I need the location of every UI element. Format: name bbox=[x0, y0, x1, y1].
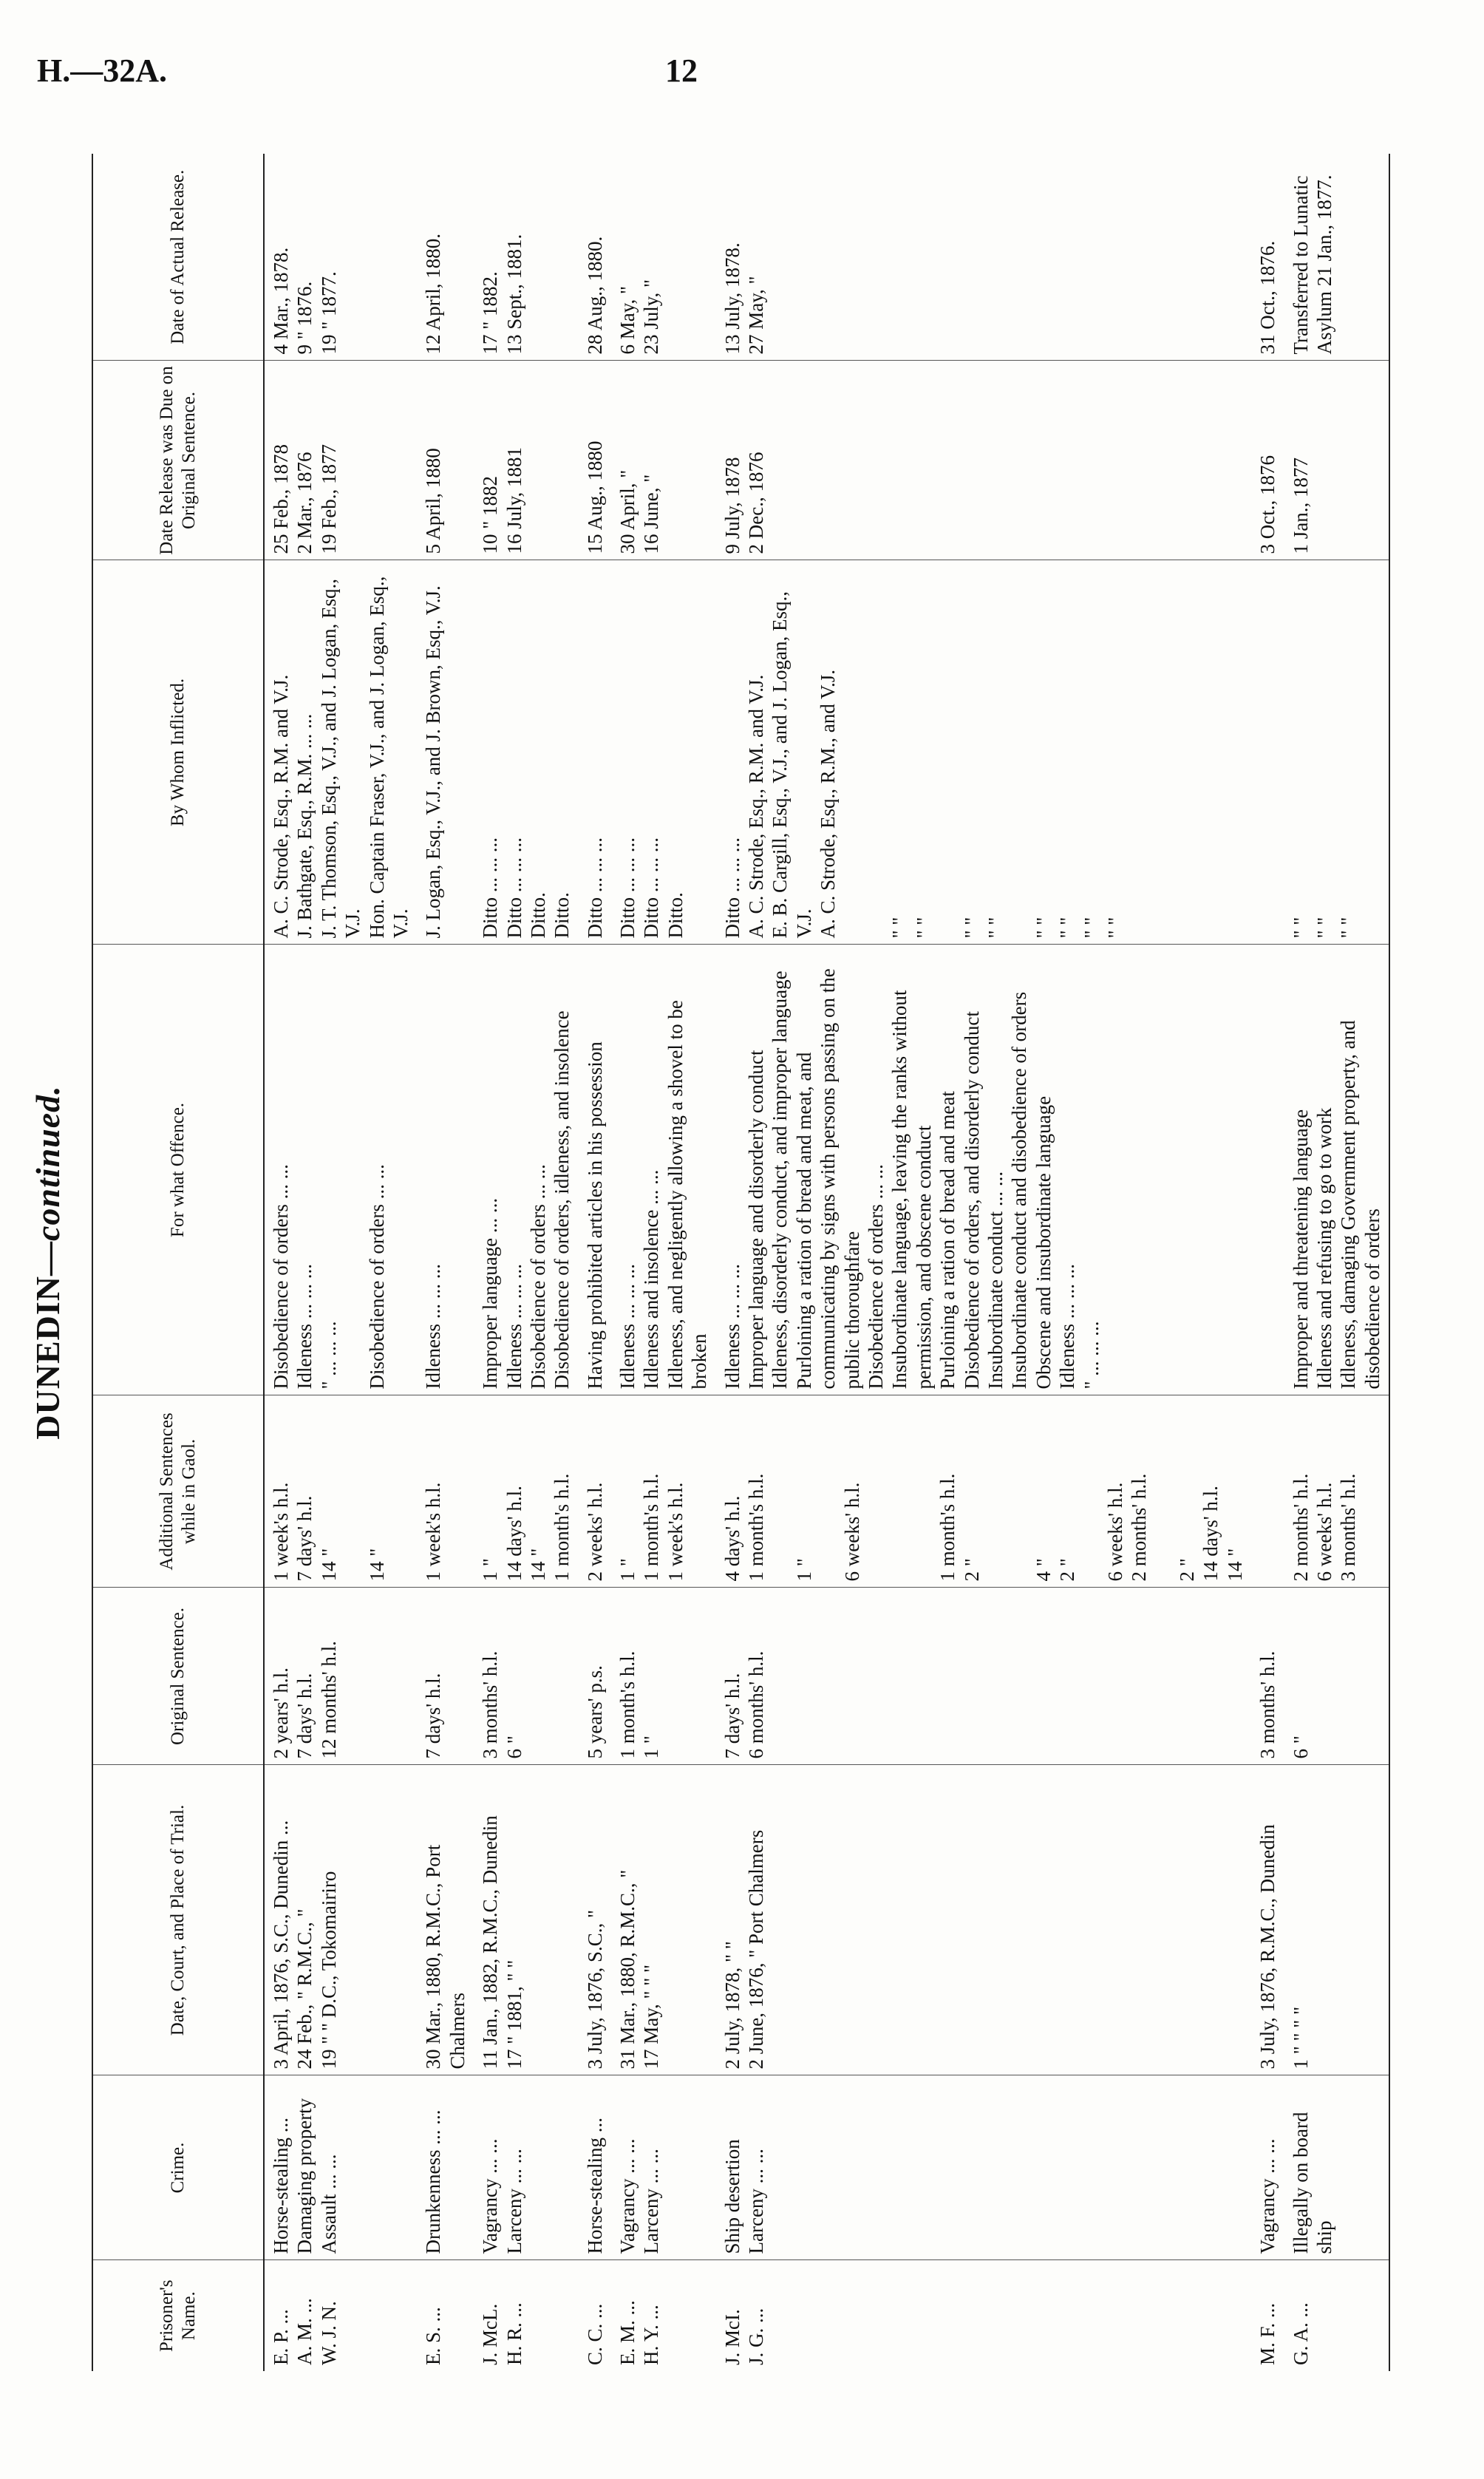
cell-actual-release: 12 April, 1880. bbox=[417, 154, 474, 361]
prisoners-table bbox=[92, 154, 1390, 2371]
cell-release-due: 9 July, 1878 2 Dec., 1876 bbox=[716, 361, 1252, 560]
cell-original-sentence: 3 months' h.l. bbox=[1251, 1588, 1284, 1765]
cell-release-due: 3 Oct., 1876 bbox=[1251, 361, 1284, 560]
cell-trial: 3 July, 1876, R.M.C., Dunedin bbox=[1251, 1765, 1284, 2075]
cell-name: E. P. ... A. M. ... W. J. N. bbox=[270, 2298, 340, 2365]
section-title bbox=[28, 154, 83, 2371]
column-header-name: Prisoner's Name. bbox=[92, 2260, 264, 2371]
table-row bbox=[1251, 154, 1284, 2371]
cell-name: J. McI. J. G. ... bbox=[721, 2308, 768, 2365]
cell-trial: 11 Jan., 1882, R.M.C., Dunedin 17 " 1881, " " bbox=[474, 1765, 579, 2075]
cell-original-sentence: 1 month's h.l. 1 " bbox=[611, 1588, 716, 1765]
section-name: DUNEDIN— bbox=[29, 1240, 67, 1440]
cell-release-due: 1 Jan., 1877 bbox=[1284, 361, 1390, 560]
cell-release-due: 10 " 1882 16 July, 1881 bbox=[474, 361, 579, 560]
page-header bbox=[37, 52, 1447, 111]
table-row bbox=[579, 154, 611, 2371]
column-header-inflicted-by: By Whom Inflicted. bbox=[92, 560, 264, 945]
cell-actual-release: 31 Oct., 1876. bbox=[1251, 154, 1284, 361]
cell-offence: Idleness ... ... ... Idleness and insolence ... ... Idleness, and negligently allowing a shovel to be broken bbox=[611, 945, 716, 1395]
cell-crime: Horse-stealing ... bbox=[579, 2075, 611, 2260]
cell-crime: Vagrancy ... ... Larceny ... ... bbox=[474, 2075, 579, 2260]
cell-crime: Drunkenness ... ... bbox=[417, 2075, 474, 2260]
cell-additional-sentences: 4 days' h.l. 1 month's h.l. 1 " 6 weeks' h.l. 1 month's h.l. 2 " 4 " 2 " 6 weeks' h.l. 2 months' h.l. 2 " 14 days' h.l. 14 " bbox=[716, 1395, 1252, 1588]
cell-actual-release: 4 Mar., 1878. 9 " 1876. 19 " 1877. bbox=[264, 154, 417, 361]
cell-inflicted-by: J. Logan, Esq., V.J., and J. Brown, Esq., V.J. bbox=[417, 560, 474, 945]
cell-trial: 1 " " " " bbox=[1284, 1765, 1390, 2075]
cell-actual-release: 17 " 1882. 13 Sept., 1881. bbox=[474, 154, 579, 361]
column-header-crime: Crime. bbox=[92, 2075, 264, 2260]
column-header-actual-release: Date of Actual Release. bbox=[92, 154, 264, 361]
cell-inflicted-by: Ditto ... ... ... Ditto ... ... ... Ditto. Ditto. bbox=[474, 560, 579, 945]
cell-name: M. F. ... bbox=[1256, 2302, 1279, 2365]
cell-offence: Having prohibited articles in his possession bbox=[579, 945, 611, 1395]
table-row bbox=[716, 154, 1252, 2371]
cell-additional-sentences: 2 weeks' h.l. bbox=[579, 1395, 611, 1588]
table-row bbox=[1284, 154, 1390, 2371]
cell-inflicted-by: Ditto ... ... ... A. C. Strode, Esq., R.M. and V.J. E. B. Cargill, Esq., V.J., and J. Logan, Esq., V.J. A. C. Strode, Esq., R.M., and V.J. " " " " " " " " " " " " " " " " bbox=[716, 560, 1252, 945]
cell-additional-sentences bbox=[1251, 1395, 1284, 1588]
rotated-table-page bbox=[28, 154, 1454, 2371]
cell-name: C. C. ... bbox=[583, 2303, 606, 2365]
cell-inflicted-by bbox=[1251, 560, 1284, 945]
cell-additional-sentences: 1 week's h.l. bbox=[417, 1395, 474, 1588]
cell-additional-sentences: 2 months' h.l. 6 weeks' h.l. 3 months' h.l. bbox=[1284, 1395, 1390, 1588]
page-number: 12 bbox=[665, 52, 698, 89]
table-row bbox=[417, 154, 474, 2371]
column-header-trial: Date, Court, and Place of Trial. bbox=[92, 1765, 264, 2075]
cell-actual-release: 13 July, 1878. 27 May, " bbox=[716, 154, 1252, 361]
cell-trial: 31 Mar., 1880, R.M.C., " 17 May, " " " bbox=[611, 1765, 716, 2075]
cell-actual-release: 6 May, " 23 July, " bbox=[611, 154, 716, 361]
cell-crime: Horse-stealing ... Damaging property Assault ... ... bbox=[264, 2075, 417, 2260]
section-continued: continued. bbox=[29, 1085, 67, 1241]
table-header-row bbox=[92, 154, 264, 2371]
cell-additional-sentences: 1 " 14 days' h.l. 14 " 1 month's h.l. bbox=[474, 1395, 579, 1588]
cell-original-sentence: 5 years' p.s. bbox=[579, 1588, 611, 1765]
cell-offence: Improper and threatening language Idleness and refusing to go to work Idleness, damaging Government property, and disobedience of orders bbox=[1284, 945, 1390, 1395]
cell-release-due: 15 Aug., 1880 bbox=[579, 361, 611, 560]
cell-name: E. M. ... H. Y. ... bbox=[616, 2300, 663, 2365]
cell-inflicted-by: Ditto ... ... ... Ditto ... ... ... Ditto. bbox=[611, 560, 716, 945]
cell-original-sentence: 3 months' h.l. 6 " bbox=[474, 1588, 579, 1765]
cell-original-sentence: 2 years' h.l. 7 days' h.l. 12 months' h.l. bbox=[264, 1588, 417, 1765]
column-header-additional-sentences: Additional Sentences while in Gaol. bbox=[92, 1395, 264, 1588]
cell-trial: 3 July, 1876, S.C., " bbox=[579, 1765, 611, 2075]
cell-offence: Idleness ... ... ... Improper language and disorderly conduct Idleness, disorderly conduct, and improper language Purloining a ration of bread and meat, and communicating by signs with persons passing on the public thoroughfare Disobedience of orders ... ... Insubordinate language, leaving the ranks without permission, and obscene conduct Purloining a ration of bread and meat Disobedience of orders, and disorderly conduct Insubordinate conduct ... ... Insubordinate conduct and disobedience of orders Obscene and insubordinate language Idleness ... ... ... " ... ... ... bbox=[716, 945, 1252, 1395]
cell-additional-sentences: 1 " 1 month's h.l. 1 week's h.l. bbox=[611, 1395, 716, 1588]
cell-release-due: 30 April, " 16 June, " bbox=[611, 361, 716, 560]
table-row bbox=[264, 154, 417, 2371]
cell-offence: Improper language ... ... Idleness ... ... ... Disobedience of orders ... ... Disobedience of orders, idleness, and insolence bbox=[474, 945, 579, 1395]
cell-release-due: 25 Feb., 1878 2 Mar., 1876 19 Feb., 1877 bbox=[264, 361, 417, 560]
cell-original-sentence: 6 " bbox=[1284, 1588, 1390, 1765]
cell-crime: Illegally on board ship bbox=[1284, 2075, 1390, 2260]
cell-name: E. S. ... bbox=[422, 2307, 445, 2365]
cell-inflicted-by: A. C. Strode, Esq., R.M. and V.J. J. Bathgate, Esq., R.M. ... ... J. T. Thomson, Esq., V.J., and J. Logan, Esq., V.J. Hon. Captain Fraser, V.J., and J. Logan, Esq., V.J. bbox=[264, 560, 417, 945]
table-row bbox=[611, 154, 716, 2371]
cell-offence: Disobedience of orders ... ... Idleness ... ... ... " ... ... ... Disobedience of orders ... ... bbox=[264, 945, 417, 1395]
cell-additional-sentences: 1 week's h.l. 7 days' h.l. 14 " 14 " bbox=[264, 1395, 417, 1588]
cell-trial: 2 July, 1878, " " 2 June, 1876, " Port Chalmers bbox=[716, 1765, 1252, 2075]
column-header-release-due: Date Release was Due on Original Sentence. bbox=[92, 361, 264, 560]
cell-offence bbox=[1251, 945, 1284, 1395]
cell-offence: Idleness ... ... ... bbox=[417, 945, 474, 1395]
cell-actual-release: Transferred to Lunatic Asylum 21 Jan., 1877. bbox=[1284, 154, 1390, 361]
cell-release-due: 5 April, 1880 bbox=[417, 361, 474, 560]
column-header-original-sentence: Original Sentence. bbox=[92, 1588, 264, 1765]
cell-inflicted-by: " " " " " " bbox=[1284, 560, 1390, 945]
cell-trial: 30 Mar., 1880, R.M.C., Port Chalmers bbox=[417, 1765, 474, 2075]
cell-crime: Ship desertion Larceny ... ... bbox=[716, 2075, 1252, 2260]
cell-original-sentence: 7 days' h.l. bbox=[417, 1588, 474, 1765]
report-reference: H.—32A. bbox=[37, 52, 167, 89]
cell-name: G. A. ... bbox=[1284, 2260, 1390, 2371]
column-header-offence: For what Offence. bbox=[92, 945, 264, 1395]
table-row bbox=[474, 154, 579, 2371]
cell-original-sentence: 7 days' h.l. 6 months' h.l. bbox=[716, 1588, 1252, 1765]
cell-crime: Vagrancy ... ... Larceny ... ... bbox=[611, 2075, 716, 2260]
cell-trial: 3 April, 1876, S.C., Dunedin ... 24 Feb., " R.M.C., " 19 " " D.C., Tokomairiro bbox=[264, 1765, 417, 2075]
cell-name: J. McL. H. R. ... bbox=[479, 2302, 525, 2365]
cell-inflicted-by: Ditto ... ... ... bbox=[579, 560, 611, 945]
cell-actual-release: 28 Aug., 1880. bbox=[579, 154, 611, 361]
cell-crime: Vagrancy ... ... bbox=[1251, 2075, 1284, 2260]
